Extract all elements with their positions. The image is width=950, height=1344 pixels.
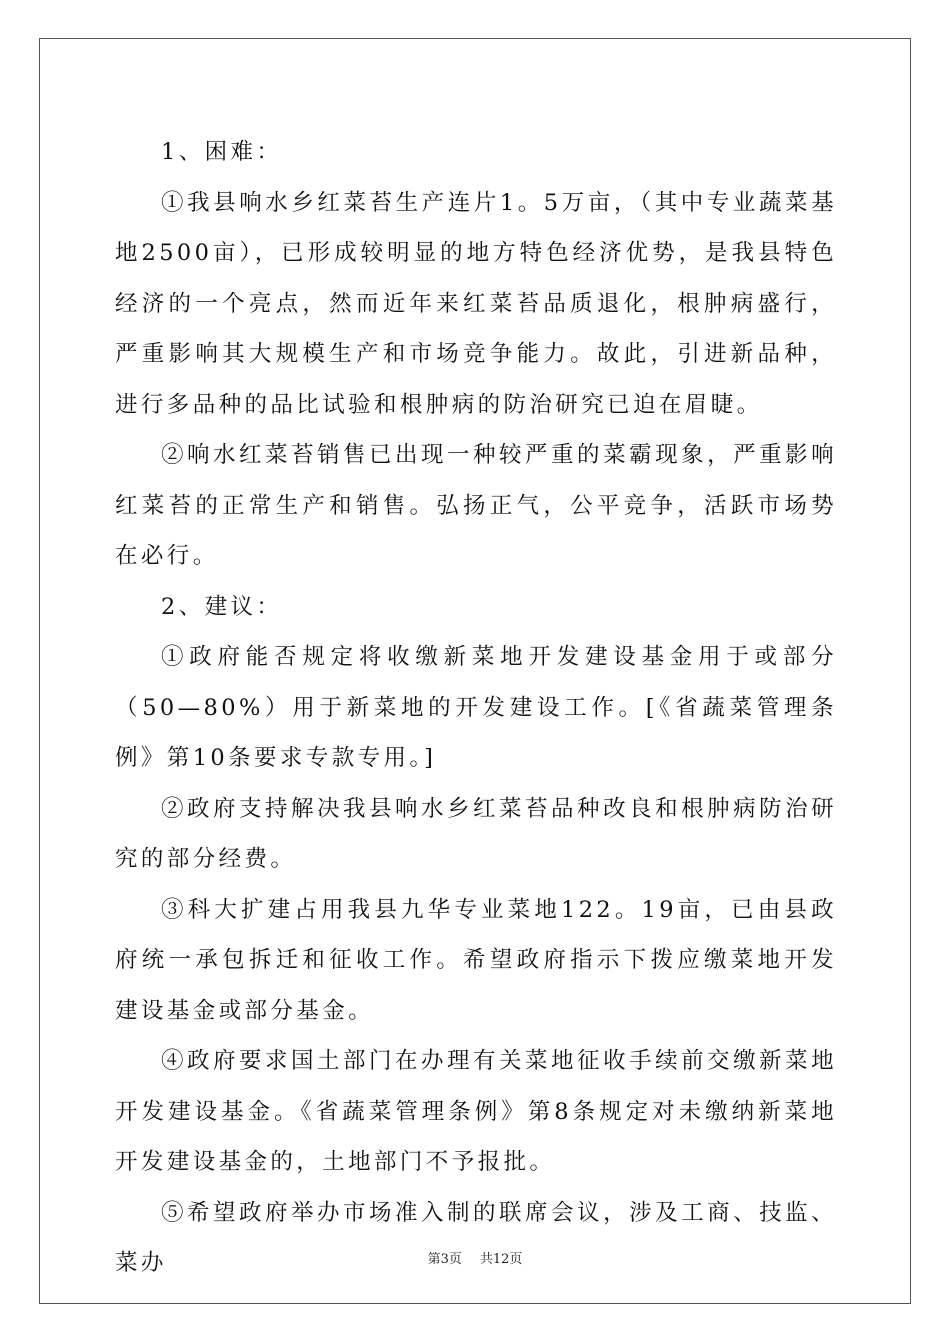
- paragraph-suggestion-1: ①政府能否规定将收缴新菜地开发建设基金用于或部分（50—80%）用于新菜地的开发建设工作。[《省蔬菜管理条例》第10条要求专款专用。]: [115, 644, 837, 771]
- heading-difficulties: 1、困难：: [161, 139, 283, 165]
- paragraph-suggestion-4: ④政府要求国土部门在办理有关菜地征收手续前交缴新菜地开发建设基金。《省蔬菜管理条例》第8条规定对未缴纳新菜地开发建设基金的，土地部门不予报批。: [115, 1048, 837, 1175]
- document-body: [115, 127, 837, 1289]
- paragraph-difficulty-2: ②响水红菜苔销售已出现一种较严重的菜霸现象，严重影响红菜苔的正常生产和销售。弘扬正气，公平竞争，活跃市场势在必行。: [115, 442, 837, 569]
- paragraph-suggestion-2: ②政府支持解决我县响水乡红菜苔品种改良和根肿病防治研究的部分经费。: [115, 795, 837, 872]
- paragraph-suggestion-5: ⑤希望政府举办市场准入制的联席会议，涉及工商、技监、菜办: [115, 1199, 837, 1276]
- heading-suggestions: 2、建议：: [161, 593, 283, 620]
- page-number: 第3页: [427, 1252, 462, 1267]
- paragraph-difficulty-1: ①我县响水乡红菜苔生产连片1。5万亩，（其中专业蔬菜基地2500亩），已形成较明显的地方特色经济优势，是我县特色经济的一个亮点，然而近年来红菜苔品质退化，根肿病盛行，严重影响其大规模生产和市场竞争能力。故此，引进新品种，进行多品种的品比试验和根肿病的防治研究已迫在眉睫。: [115, 189, 837, 418]
- paragraph-suggestion-3: ③科大扩建占用我县九华专业菜地122。19亩，已由县政府统一承包拆迁和征收工作。希望政府指示下拨应缴菜地开发建设基金或部分基金。: [115, 896, 837, 1024]
- page-total: 共12页: [479, 1252, 523, 1267]
- page-footer: [0, 1248, 950, 1267]
